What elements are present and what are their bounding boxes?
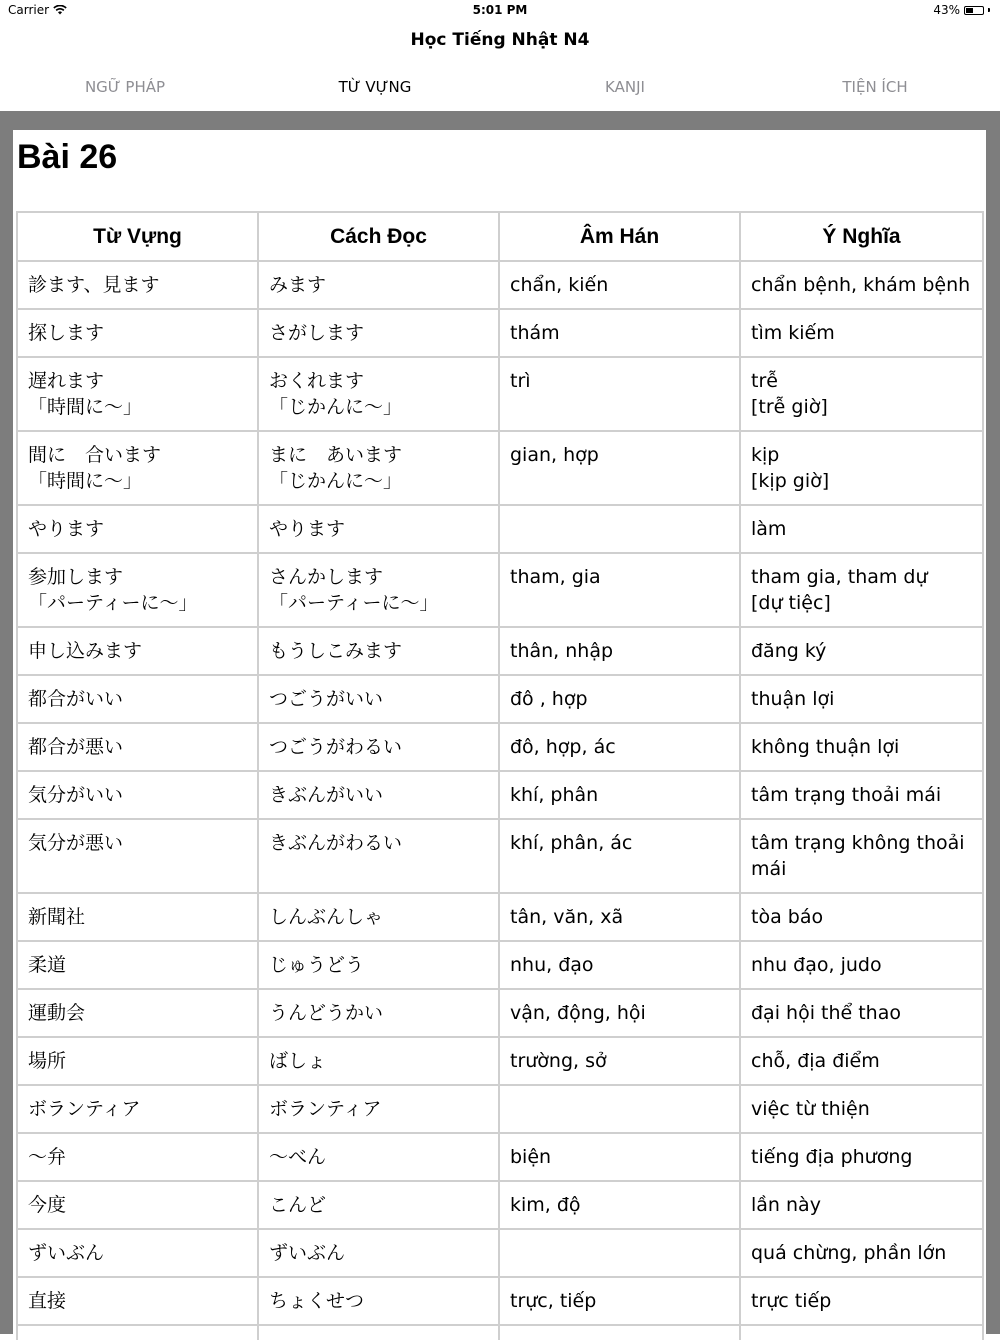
cell-sino-vietnamese: đô, hợp, ác [499,723,740,771]
table-row [17,505,983,553]
cell-sino-vietnamese: trì [499,357,740,431]
cell-word: 気分がいい [17,771,258,819]
table-row [17,261,983,309]
cell-reading: きぶんがわるい [258,819,499,893]
tab-utilities[interactable]: TIỆN ÍCH [842,78,908,96]
cell-reading: やります [258,505,499,553]
cell-reading: ～べん [258,1133,499,1181]
carrier-label: Carrier [8,3,50,17]
cell-word: 都合が悪い [17,723,258,771]
vocabulary-table-body [17,261,983,1340]
cell-word: 参加します 「パーティーに～」 [17,553,258,627]
table-row [17,675,983,723]
cell-sino-vietnamese: biện [499,1133,740,1181]
cell-word: 運動会 [17,989,258,1037]
table-row [17,1325,983,1340]
lesson-page[interactable] [13,130,986,1340]
cell-sino-vietnamese: thám [499,309,740,357]
cell-meaning: làm [740,505,983,553]
cell-meaning: nhu đạo, judo [740,941,983,989]
cell-reading: しんぶんしゃ [258,893,499,941]
table-row [17,771,983,819]
cell-reading: もうしこみます [258,627,499,675]
cell-sino-vietnamese: nhu, đạo [499,941,740,989]
table-row [17,1277,983,1325]
status-bar [0,0,1000,22]
cell-word: 遅れます 「時間に～」 [17,357,258,431]
table-row [17,941,983,989]
cell-word: 探します [17,309,258,357]
cell-sino-vietnamese: đô , hợp [499,675,740,723]
cell-sino-vietnamese [499,1229,740,1277]
cell-meaning: tiếng địa phương [740,1133,983,1181]
cell-word: 申し込みます [17,627,258,675]
cell-meaning: tâm trạng không thoải mái [740,819,983,893]
cell-word: 診ます、見ます [17,261,258,309]
app-title: Học Tiếng Nhật N4 [410,30,590,50]
cell-word: 柔道 [17,941,258,989]
cell-reading: じゅうどう [258,941,499,989]
cell-reading: うんどうかい [258,989,499,1037]
cell-sino-vietnamese: trực, tiếp [499,1277,740,1325]
cell-reading [258,1325,499,1340]
battery-percent: 43% [933,3,960,17]
cell-word: ボランティア [17,1085,258,1133]
cell-meaning: không thuận lợi [740,723,983,771]
table-row [17,723,983,771]
cell-meaning: chẩn bệnh, khám bệnh [740,261,983,309]
cell-meaning: quá chừng, phần lớn [740,1229,983,1277]
cell-reading: こんど [258,1181,499,1229]
cell-meaning: việc từ thiện [740,1085,983,1133]
cell-sino-vietnamese: trường, sở [499,1037,740,1085]
cell-word: やります [17,505,258,553]
cell-sino-vietnamese: khí, phân [499,771,740,819]
cell-reading: まに あいます 「じかんに～」 [258,431,499,505]
cell-meaning: trễ [trễ giờ] [740,357,983,431]
column-header-word: Từ Vựng [17,212,258,261]
cell-reading: ばしょ [258,1037,499,1085]
battery-tip [988,8,990,12]
cell-meaning: đại hội thể thao [740,989,983,1037]
tab-kanji[interactable]: KANJI [605,78,645,96]
cell-word: ずいぶん [17,1229,258,1277]
cell-meaning: tâm trạng thoải mái [740,771,983,819]
cell-meaning: lần này [740,1181,983,1229]
content-frame [0,111,1000,1334]
cell-sino-vietnamese: tân, văn, xã [499,893,740,941]
table-row [17,627,983,675]
cell-reading: きぶんがいい [258,771,499,819]
cell-word: 都合がいい [17,675,258,723]
table-row [17,1037,983,1085]
cell-sino-vietnamese [499,1085,740,1133]
cell-sino-vietnamese: kim, độ [499,1181,740,1229]
cell-word: 気分が悪い [17,819,258,893]
cell-reading: ボランティア [258,1085,499,1133]
cell-reading: ずいぶん [258,1229,499,1277]
column-header-reading: Cách Đọc [258,212,499,261]
cell-sino-vietnamese: vận, động, hội [499,989,740,1037]
status-right [933,3,990,17]
cell-reading: おくれます 「じかんに～」 [258,357,499,431]
cell-word: 新聞社 [17,893,258,941]
cell-meaning [740,1325,983,1340]
cell-meaning: chỗ, địa điểm [740,1037,983,1085]
cell-sino-vietnamese [499,1325,740,1340]
cell-meaning: tham gia, tham dự [dự tiệc] [740,553,983,627]
cell-reading: さがします [258,309,499,357]
tab-vocabulary[interactable]: TỪ VỰNG [338,78,412,96]
cell-word: 今度 [17,1181,258,1229]
table-row [17,431,983,505]
status-time: 5:01 PM [472,3,528,17]
cell-sino-vietnamese [499,505,740,553]
table-row [17,309,983,357]
tab-grammar[interactable]: NGỮ PHÁP [84,78,166,96]
cell-meaning: trực tiếp [740,1277,983,1325]
cell-word: 直接 [17,1277,258,1325]
cell-reading: つごうがわるい [258,723,499,771]
cell-reading: みます [258,261,499,309]
cell-word [17,1325,258,1340]
column-header-sino-vietnamese: Âm Hán [499,212,740,261]
table-row [17,819,983,893]
cell-meaning: tòa báo [740,893,983,941]
cell-meaning: thuận lợi [740,675,983,723]
cell-sino-vietnamese: gian, hợp [499,431,740,505]
cell-reading: さんかします 「パーティーに～」 [258,553,499,627]
cell-sino-vietnamese: khí, phân, ác [499,819,740,893]
cell-word: 間に 合います 「時間に～」 [17,431,258,505]
cell-sino-vietnamese: tham, gia [499,553,740,627]
cell-word: 場所 [17,1037,258,1085]
table-row [17,357,983,431]
table-row [17,1229,983,1277]
vocabulary-table [16,211,984,1340]
table-row [17,553,983,627]
column-header-meaning: Ý Nghĩa [740,212,983,261]
lesson-title: Bài 26 [17,138,118,176]
cell-sino-vietnamese: thân, nhập [499,627,740,675]
cell-reading: ちょくせつ [258,1277,499,1325]
cell-sino-vietnamese: chẩn, kiến [499,261,740,309]
cell-meaning: đăng ký [740,627,983,675]
cell-meaning: kịp [kịp giờ] [740,431,983,505]
table-row [17,893,983,941]
tab-bar [0,70,1000,110]
cell-meaning: tìm kiếm [740,309,983,357]
table-row [17,1181,983,1229]
table-row [17,1133,983,1181]
cell-word: ～弁 [17,1133,258,1181]
battery-icon [964,6,984,15]
table-row [17,1085,983,1133]
table-row [17,989,983,1037]
cell-reading: つごうがいい [258,675,499,723]
table-header-row [17,212,983,261]
battery-fill [966,8,973,13]
